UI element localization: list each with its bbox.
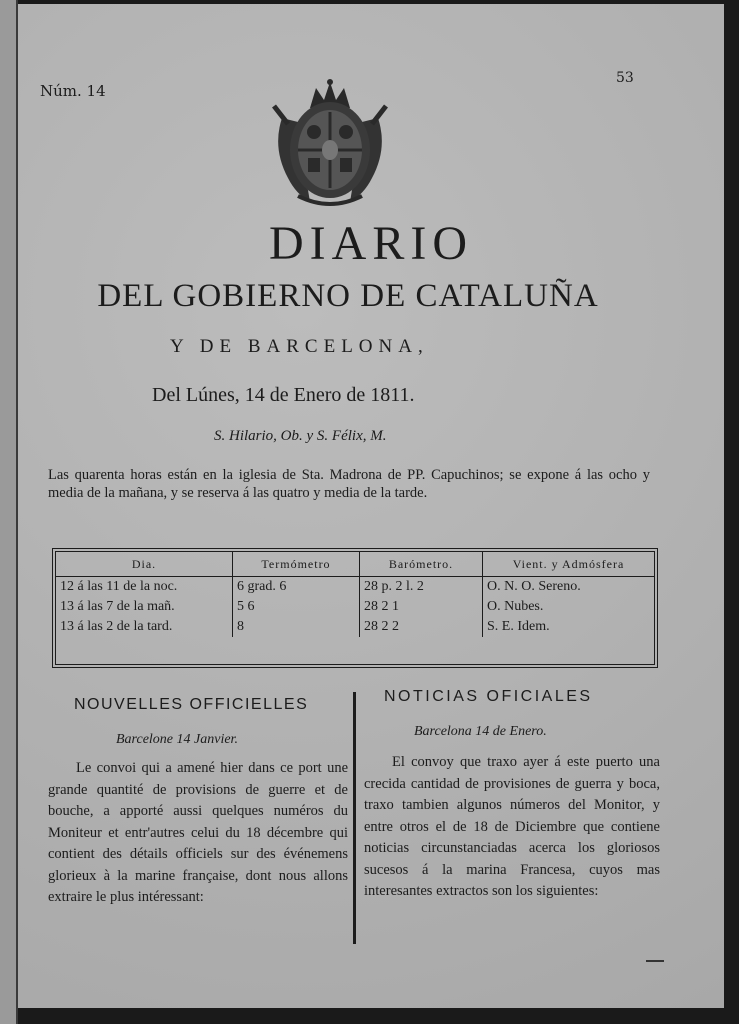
table-row: [56, 617, 654, 637]
cell-termometro: 8: [233, 617, 360, 637]
cell-viento: S. E. Idem.: [487, 619, 550, 634]
masthead-title: DIARIO: [269, 217, 473, 270]
spanish-article-text: El convoy que traxo ayer á este puerto una crecida cantidad de provisiones de guerra y boca, traxo tambien algunos números del Monitor, y entre otros el de 18 de Diciembre que contiene noticias circunstanciadas acerca los gloriosos sucesos á la marina Francesa, cuyos mas interesantes extractos son los siguientes:: [364, 754, 660, 899]
masthead-city: Y DE BARCELONA,: [170, 336, 429, 357]
header-barometro: Barómetro.: [360, 552, 483, 577]
saints-of-the-day: S. Hilario, Ob. y S. Félix, M.: [214, 428, 387, 444]
cell-barometro: 28 2 2: [360, 617, 483, 637]
masthead-subtitle: DEL GOBIERNO DE CATALUÑA: [97, 278, 599, 314]
french-article: [48, 758, 348, 909]
cell-dia: 13 á las 2 de la tard.: [56, 617, 233, 637]
page-number: 53: [616, 70, 634, 86]
spanish-column-heading: NOTICIAS OFICIALES: [384, 688, 593, 705]
weather-table: [52, 548, 658, 668]
cell-viento: O. Nubes.: [487, 599, 544, 614]
spanish-dateline: Barcelona 14 de Enero.: [414, 724, 547, 739]
french-dateline: Barcelone 14 Janvier.: [116, 732, 238, 747]
header-dia: Dia.: [56, 552, 233, 577]
cell-termometro: 5 6: [233, 597, 360, 617]
issue-number: Núm. 14: [40, 82, 106, 100]
adjacent-page-edge: [0, 0, 18, 1024]
royal-coat-of-arms-icon: [268, 78, 392, 212]
spanish-article: [364, 752, 660, 903]
issue-date: Del Lúnes, 14 de Enero de 1811.: [152, 384, 415, 406]
cell-viento: O. N. O. Sereno.: [487, 579, 581, 594]
newspaper-page: [18, 4, 724, 1008]
header-termometro: Termómetro: [233, 552, 360, 577]
french-article-text: Le convoi qui a amené hier dans ce port une grande quantité de provisions de guerre et de bouche, a apporté aussi quelques numéros du Moniteur et entr'autres celui du 18 décembre qui contient des détails officiels sur des événemens glorieux à la marine française, dont nous allons extraire le plus intéressant:: [48, 760, 348, 905]
column-divider: [353, 692, 356, 944]
header-viento: Vient. y Admósfera: [483, 552, 655, 577]
cell-barometro: 28 2 1: [360, 597, 483, 617]
french-column-heading: NOUVELLES OFFICIELLES: [74, 696, 309, 713]
table-row: [56, 597, 654, 617]
table-row: [56, 577, 654, 598]
cell-dia: 12 á las 11 de la noc.: [56, 577, 233, 598]
forty-hours-notice: Las quarenta horas están en la iglesia de Sta. Madrona de PP. Capuchinos; se expone á las ocho y media de la mañana, y se reserva á las quatro y media de la tarde.: [48, 467, 650, 501]
cell-dia: 13 á las 7 de la mañ.: [56, 597, 233, 617]
ink-mark: [646, 960, 664, 962]
cell-barometro: 28 p. 2 l. 2: [360, 577, 483, 598]
cell-termometro: 6 grad. 6: [233, 577, 360, 598]
